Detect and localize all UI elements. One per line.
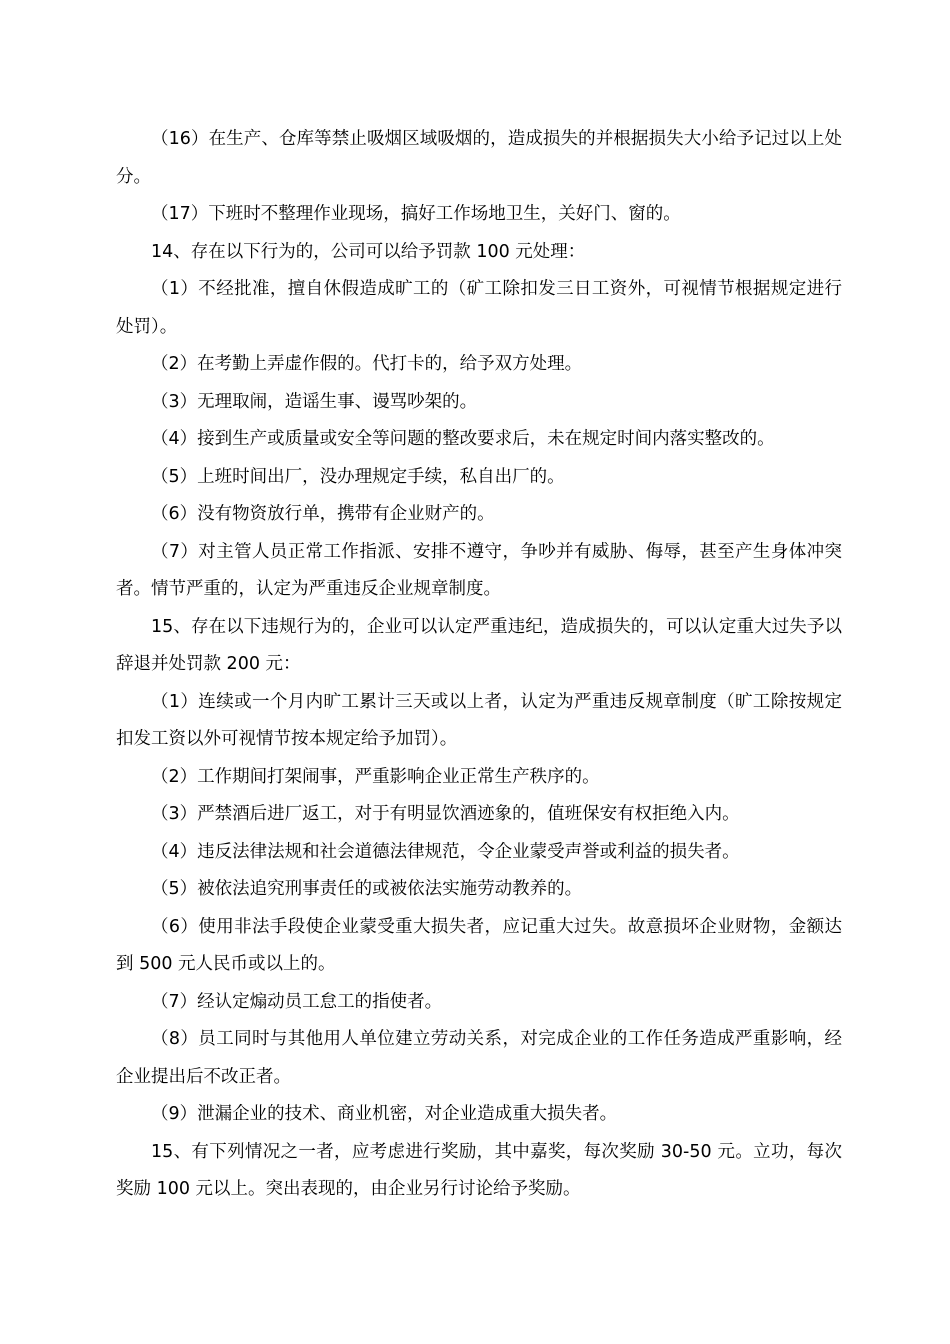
section-15-item-8: （8）员工同时与其他用人单位建立劳动关系，对完成企业的工作任务造成严重影响，经企业提出后不改正者。 bbox=[116, 1029, 842, 1087]
section-14-item-1: （1）不经批准，擅自休假造成旷工的（矿工除扣发三日工资外，可视情节根据规定进行处罚）。 bbox=[116, 279, 842, 337]
section-15-item-3: （3）严禁酒后进厂返工，对于有明显饮酒迹象的，值班保安有权拒绝入内。 bbox=[151, 804, 740, 824]
clause-16-smoking: （16）在生产、仓库等禁止吸烟区域吸烟的，造成损失的并根据损失大小给予记过以上处分。 bbox=[116, 129, 842, 187]
section-14-heading: 14、存在以下行为的，公司可以给予罚款 100 元处理： bbox=[151, 241, 586, 262]
section-15-rewards: 15、有下列情况之一者，应考虑进行奖励，其中嘉奖，每次奖励 30-50 元。立功，每次奖励 100 元以上。突出表现的，由企业另行讨论给予奖励。 bbox=[116, 1141, 842, 1199]
section-15-item-4: （4）违反法律法规和社会道德法律规范，令企业蒙受声誉或利益的损失者。 bbox=[151, 841, 740, 862]
clause-17-workplace-cleanup: （17）下班时不整理作业现场，搞好工作场地卫生，关好门、窗的。 bbox=[151, 204, 681, 224]
section-15-item-1: （1）连续或一个月内旷工累计三天或以上者，认定为严重违反规章制度（旷工除按规定扣发工资以外可视情节按本规定给予加罚）。 bbox=[116, 691, 842, 749]
document-body bbox=[116, 121, 842, 1209]
section-14-item-2: （2）在考勤上弄虚作假的。代打卡的，给予双方处理。 bbox=[151, 354, 583, 374]
section-15-item-6: （6）使用非法手段使企业蒙受重大损失者，应记重大过失。故意损坏企业财物，金额达到 500 元人民币或以上的。 bbox=[116, 916, 842, 974]
section-15-item-9: （9）泄漏企业的技术、商业机密，对企业造成重大损失者。 bbox=[151, 1104, 618, 1124]
section-14-item-3: （3）无理取闹，造谣生事、谩骂吵架的。 bbox=[151, 391, 478, 412]
section-14-item-5: （5）上班时间出厂，没办理规定手续，私自出厂的。 bbox=[151, 466, 565, 487]
section-14-item-4: （4）接到生产或质量或安全等问题的整改要求后，未在规定时间内落实整改的。 bbox=[151, 429, 775, 449]
section-14-item-7: （7）对主管人员正常工作指派、安排不遵守，争吵并有威胁、侮辱，甚至产生身体冲突者。情节严重的，认定为严重违反企业规章制度。 bbox=[116, 541, 842, 599]
section-15-item-2: （2）工作期间打架闹事，严重影响企业正常生产秩序的。 bbox=[151, 766, 600, 787]
section-15-violations-heading: 15、存在以下违规行为的，企业可以认定严重违纪，造成损失的，可以认定重大过失予以辞退并处罚款 200 元： bbox=[116, 616, 842, 674]
section-14-item-6: （6）没有物资放行单，携带有企业财产的。 bbox=[151, 504, 495, 524]
section-15-item-7: （7）经认定煽动员工怠工的指使者。 bbox=[151, 991, 443, 1012]
section-15-item-5: （5）被依法追究刑事责任的或被依法实施劳动教养的。 bbox=[151, 879, 583, 899]
